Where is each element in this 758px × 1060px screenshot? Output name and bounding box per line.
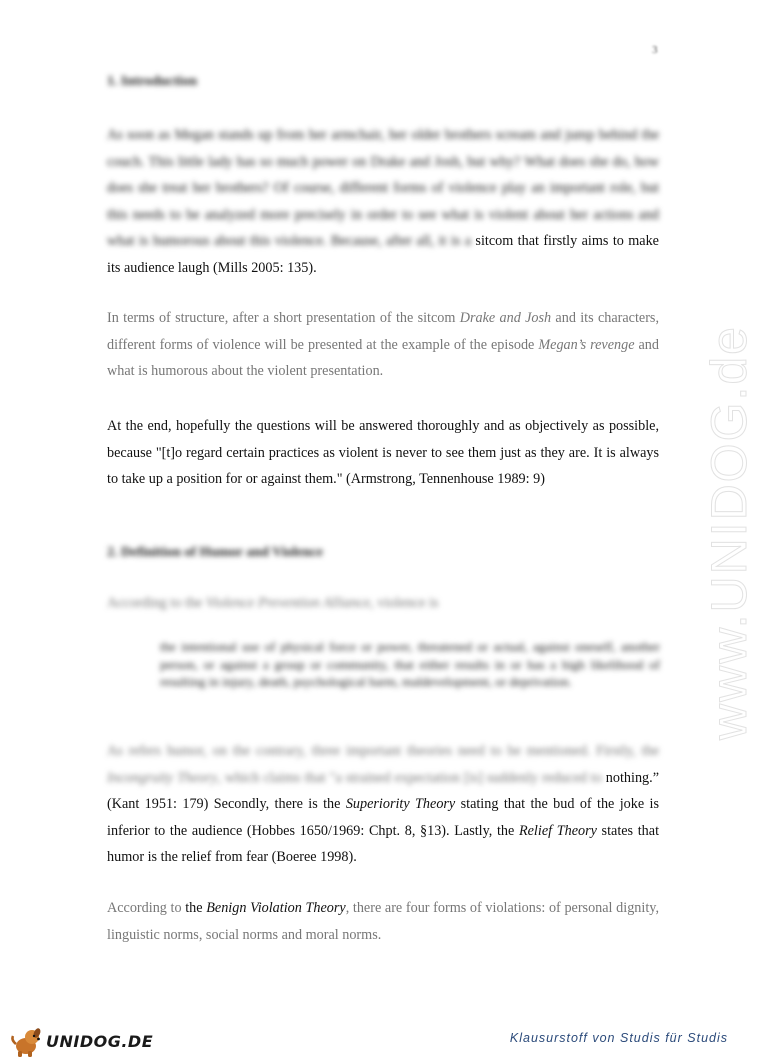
benign-b: , there are four forms of violations: of personal dignity, linguistic norms, social norms and moral norms. [107, 900, 659, 943]
p2-text-a: In terms of structure, after a short presentation of the sitcom [107, 310, 460, 326]
definition-intro [107, 590, 659, 617]
intro-paragraph-3: At the end, hopefully the questions will be answered thoroughly and as objectively as possible, because "[t]o regard certain practices as violent is never to see them just as they are. It is always to take up a position for or against them." (Armstrong, Tennenhouse 1989: 9) [107, 418, 659, 487]
footer-tagline: Klausurstoff von Studis für Studis [509, 1031, 728, 1045]
intro-paragraph-1 [107, 122, 659, 281]
intro-paragraph-2 [107, 305, 659, 385]
humor-clear-b: stating that the bud of the joke is inferior to the audience (Hobbes 1650/1969: Chpt. 8, §13). Lastly, the [107, 796, 659, 839]
benign-violation-theory-italic: Benign Violation Theory [206, 900, 346, 916]
benign-the: the [185, 900, 207, 916]
violence-definition-quote: the intentional use of physical force or power, threatened or actual, against oneself, another person, or against a group or community, that either results in or has a high likelihood of resulting in injury, death, psychological harm, maldevelopment, or deprivation. [160, 639, 660, 689]
section-2-heading: 2. Definition of Humor and Violence [107, 545, 323, 560]
humor-blurred-b: , which claims that "a strained expectation [is] suddenly reduced to [217, 769, 602, 786]
logo-text: UNIDOG.DE [46, 1031, 154, 1051]
humor-theories-paragraph [107, 738, 659, 871]
superiority-theory-italic: Superiority Theory [345, 796, 456, 812]
incongruity-theory-italic: Incongruity Theory [107, 769, 218, 786]
p2-text-c: and what is humorous about the violent presentation. [107, 336, 659, 379]
section-1-heading: 1. Introduction [107, 74, 197, 89]
intro-paragraph-1-blurred: As soon as Megan stands up from her armchair, her older brothers scream and jump behind the couch. This little lady has so much power on Drake and Josh, but why? What does she do, how does she treat her brothers? Of course, different forms of violence play an important role, but this needs to be analyzed more precisely in order to see what is violent about her actions and what is humorous about this violence. Because, after all, it is a [107, 127, 659, 249]
humor-blurred-text [107, 743, 659, 786]
definition-intro-italic: Violence Prevention Alliance [205, 595, 371, 611]
unidog-logo [10, 1024, 153, 1058]
dog-mascot-icon [10, 1024, 44, 1058]
p2-italic-sitcom: Drake and Josh [459, 310, 552, 326]
watermark-text: www.UNIDOG.de [701, 325, 757, 740]
relief-theory-italic: Relief Theory [518, 822, 597, 839]
intro-paragraph-1-last-line: sitcom that firstly aims to make its audience laugh (Mills 2005: 135). [107, 233, 659, 276]
p2-text-b: and its characters, different forms of violence will be presented at the example of the episode [107, 310, 659, 353]
humor-clear-c: states that humor is the relief from fear (Boeree 1998). [107, 822, 660, 865]
page-number: 3 [652, 44, 658, 56]
benign-a: According to [107, 900, 186, 916]
definition-intro-a: According to the [107, 595, 206, 611]
definition-intro-b: , violence is [370, 595, 439, 611]
p2-italic-episode: Megan’s revenge [538, 336, 635, 353]
humor-blurred-a: As refers humor, on the contrary, three important theories need to be mentioned. Firstly, the [107, 743, 659, 759]
humor-clear-a: nothing.” (Kant 1951: 179) Secondly, there is the [107, 769, 659, 812]
benign-violation-paragraph [107, 895, 659, 948]
